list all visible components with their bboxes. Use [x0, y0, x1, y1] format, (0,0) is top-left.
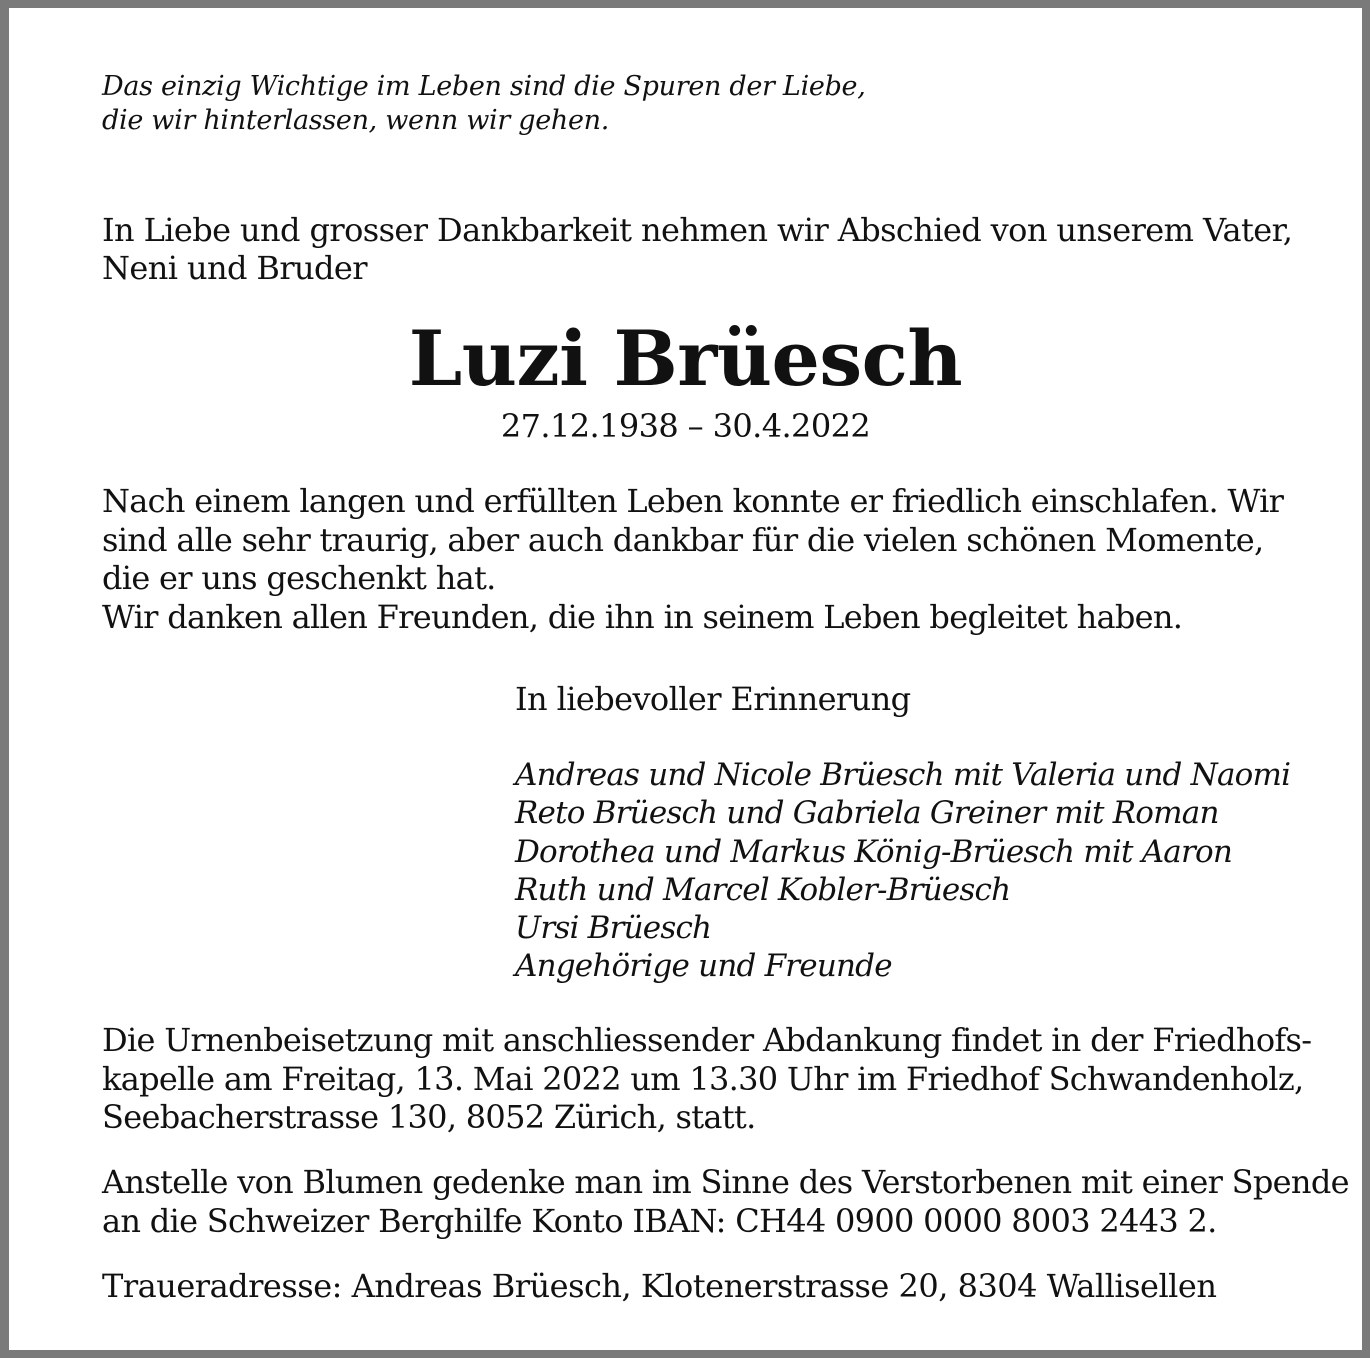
mourner-entry: Angehörige und Freunde	[515, 948, 892, 985]
message-line: die er uns geschenkt hat.	[102, 559, 496, 597]
motto-quote	[102, 70, 1302, 138]
ceremony-line: kapelle am Freitag, 13. Mai 2022 um 13.30 Uhr im Friedhof Schwandenholz,	[102, 1059, 1304, 1098]
mourner-entry: Ursi Brüesch	[515, 910, 712, 947]
intro-text	[102, 211, 1302, 287]
mourning-address: Traueradresse: Andreas Brüesch, Klotenerstrasse 20, 8304 Wallisellen	[102, 1267, 1217, 1305]
intro-line-1: In Liebe und grosser Dankbarkeit nehmen wir Abschied von unserem Vater,	[102, 211, 1293, 249]
motto-line-1: Das einzig Wichtige im Leben sind die Spuren der Liebe,	[102, 71, 866, 102]
donation-line: an die Schweizer Berghilfe Konto IBAN: CH44 0900 0000 8003 2443 2.	[102, 1201, 1217, 1240]
mourners-list	[515, 756, 1290, 986]
remembrance-heading: In liebevoller Erinnerung	[515, 680, 911, 718]
motto-line-2: die wir hinterlassen, wenn wir gehen.	[102, 105, 610, 136]
donation-line: Anstelle von Blumen gedenke man im Sinne des Verstorbenen mit einer Spende	[102, 1163, 1349, 1201]
life-dates: 27.12.1938 – 30.4.2022	[500, 407, 871, 445]
ceremony-line: Die Urnenbeisetzung mit anschliessender Abdankung findet in der Friedhofs-	[102, 1021, 1312, 1059]
mourner-entry: Andreas und Nicole Brüesch mit Valeria und Naomi	[515, 757, 1291, 793]
message-paragraph	[102, 482, 1302, 636]
intro-line-2: Neni und Bruder	[102, 249, 367, 287]
ceremony-line: Seebacherstrasse 130, 8052 Zürich, statt.	[102, 1098, 756, 1136]
ceremony-paragraph	[102, 1021, 1312, 1137]
message-line: Nach einem langen und erfüllten Leben konnte er friedlich einschlafen. Wir	[102, 482, 1284, 520]
deceased-name: Luzi Brüesch	[408, 314, 963, 403]
donation-paragraph	[102, 1163, 1349, 1240]
message-line: sind alle sehr traurig, aber auch dankbar für die vielen schönen Momente,	[102, 520, 1264, 559]
mourner-entry: Dorothea und Markus König-Brüesch mit Aaron	[515, 833, 1233, 870]
message-line: Wir danken allen Freunden, die ihn in seinem Leben begleitet haben.	[102, 597, 1183, 636]
mourner-entry: Ruth und Marcel Kobler-Brüesch	[515, 871, 1011, 908]
mourner-entry: Reto Brüesch und Gabriela Greiner mit Roman	[515, 795, 1219, 832]
